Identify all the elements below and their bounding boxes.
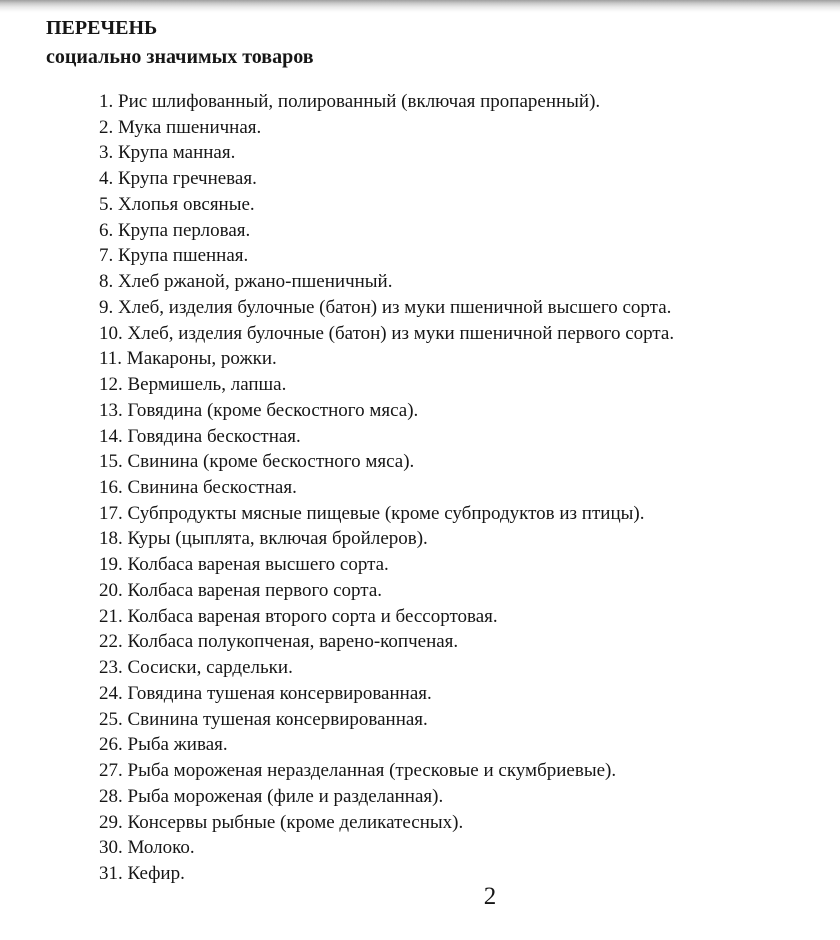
list-item: 24. Говядина тушеная консервированная. xyxy=(99,682,432,704)
list-item: 31. Кефир. xyxy=(99,863,185,885)
list-item: 15. Свинина (кроме бескостного мяса). xyxy=(99,451,415,473)
list-item: 20. Колбаса вареная первого сорта. xyxy=(99,579,382,601)
page-number: 2 xyxy=(483,883,497,910)
list-item: 11. Макароны, рожки. xyxy=(99,348,277,370)
list-item: 3. Крупа манная. xyxy=(99,142,236,164)
list-item: 8. Хлеб ржаной, ржано-пшеничный. xyxy=(99,271,393,293)
heading-line-1: ПЕРЕЧЕНЬ xyxy=(46,17,158,39)
list-item: 18. Куры (цыплята, включая бройлеров). xyxy=(99,528,428,550)
list-item: 16. Свинина бескостная. xyxy=(99,477,297,499)
list-item: 28. Рыба мороженая (филе и разделанная). xyxy=(99,785,444,807)
document-heading xyxy=(46,14,314,72)
list-item: 17. Субпродукты мясные пищевые (кроме субпродуктов из птицы). xyxy=(99,502,645,524)
list-item: 30. Молоко. xyxy=(99,837,195,859)
list-item: 14. Говядина бескостная. xyxy=(99,425,301,447)
list-item: 22. Колбаса полукопченая, варено-копченая. xyxy=(99,631,459,653)
list-item: 26. Рыба живая. xyxy=(99,734,228,756)
list-item: 5. Хлопья овсяные. xyxy=(99,193,255,215)
list-item: 7. Крупа пшенная. xyxy=(99,245,249,267)
list-item: 13. Говядина (кроме бескостного мяса). xyxy=(99,399,419,421)
page-top-shadow xyxy=(0,0,840,13)
list-item: 23. Сосиски, сардельки. xyxy=(99,657,293,679)
list-item: 10. Хлеб, изделия булочные (батон) из муки пшеничной первого сорта. xyxy=(99,322,675,344)
list-item: 25. Свинина тушеная консервированная. xyxy=(99,708,428,730)
heading-line-2: социально значимых товаров xyxy=(46,46,314,68)
goods-list xyxy=(99,89,674,887)
list-item: 2. Мука пшеничная. xyxy=(99,116,262,138)
list-item: 12. Вермишель, лапша. xyxy=(99,374,287,396)
list-item: 4. Крупа гречневая. xyxy=(99,168,257,190)
list-item: 1. Рис шлифованный, полированный (включая пропаренный). xyxy=(99,91,601,112)
list-item: 9. Хлеб, изделия булочные (батон) из муки пшеничной высшего сорта. xyxy=(99,296,672,318)
list-item: 19. Колбаса вареная высшего сорта. xyxy=(99,554,389,576)
list-item: 6. Крупа перловая. xyxy=(99,219,251,241)
list-item: 29. Консервы рыбные (кроме деликатесных). xyxy=(99,811,464,833)
list-item: 21. Колбаса вареная второго сорта и бессортовая. xyxy=(99,605,498,627)
list-item: 27. Рыба мороженая неразделанная (тресковые и скумбриевые). xyxy=(99,760,617,782)
